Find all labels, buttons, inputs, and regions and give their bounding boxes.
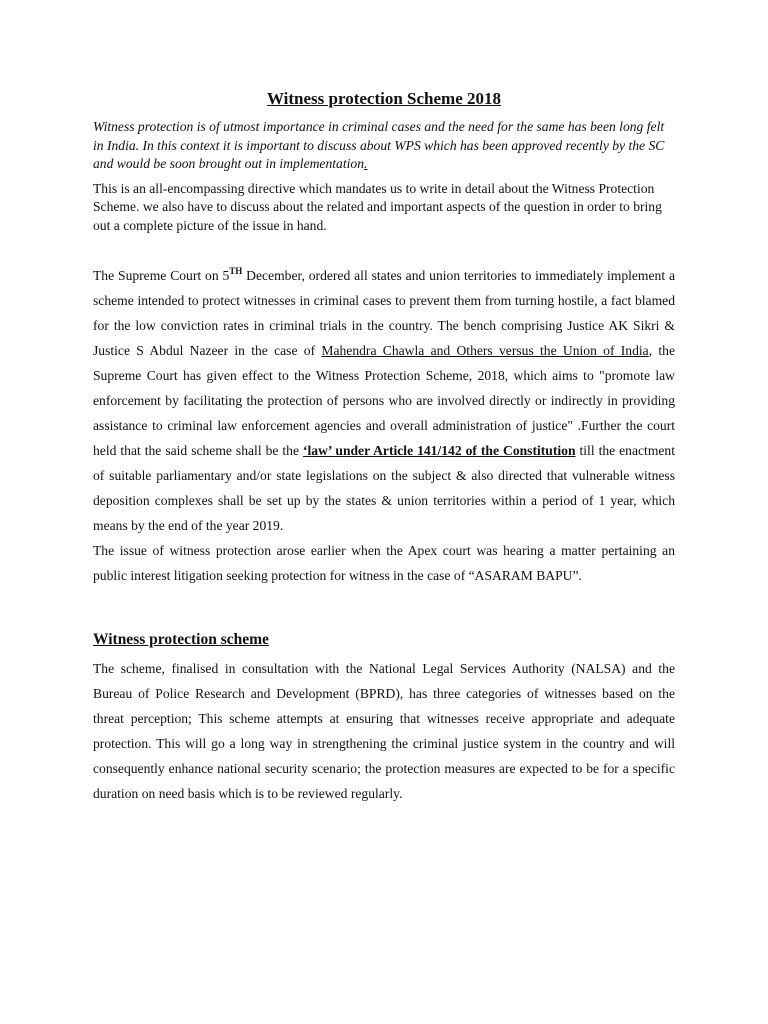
document-title: Witness protection Scheme 2018 xyxy=(266,89,502,108)
directive-paragraph: This is an all-encompassing directive which mandates us to write in detail about the Witness Protection Scheme. we also have to discuss about the related and important aspects of the question in order to bring out a complete picture of the issue in hand. xyxy=(93,180,662,233)
issue-paragraph: The issue of witness protection arose earlier when the Apex court was hearing a matter pertaining an public interest litigation seeking protection for witness in the case of “ASARAM BAPU”. xyxy=(93,543,675,583)
sc-text-3: , the Supreme Court has given effect to the Witness Protection Scheme, 2018, which aims to "promote law enforcement by facilitating the protection of persons who are involved directly or indirectly in providing assistance to criminal law enforcement agencies and overall administration of justice" .Further the court held that the said scheme shall be the xyxy=(93,343,675,458)
section-heading: Witness protection scheme xyxy=(93,631,269,648)
law-reference: ‘law’ under Article 141/142 of the Constitution xyxy=(302,443,576,458)
intro-paragraph xyxy=(93,118,675,174)
sc-text-4: till the enactment of suitable parliamentary and/or state legislations on the subject & also directed that vulnerable witness deposition complexes shall be set up by the states & union territories within a period of 1 year, which means by the end of the year 2019. xyxy=(93,443,676,533)
scheme-paragraph: The scheme, finalised in consultation with the National Legal Services Authority (NALSA) and the Bureau of Police Research and Development (BPRD), has three categories of witnesses based on the threat perception; This scheme attempts at ensuring that witnesses receive appropriate and adequate protection. This will go a long way in strengthening the criminal justice system in the country and will consequently enhance national security scenario; the protection measures are expected to be for a specific duration on need basis which is to be reviewed regularly. xyxy=(93,661,675,801)
section-gap xyxy=(93,588,675,628)
intro-text: Witness protection is of utmost importance in criminal cases and the need for the same has been long felt in India. In this context it is important to discuss about WPS which has been approved recently by the SC and would be soon brought out in implementation xyxy=(93,119,665,171)
sc-superscript: TH xyxy=(229,266,243,276)
sc-text-2: December, ordered all states and union territories to immediately implement a scheme intended to protect witnesses in criminal cases to prevent them from turning hostile, a fact blamed for the low conviction rates in criminal trials in the country. The bench comprising Justice AK Sikri & Justice S Abdul Nazeer in the case of xyxy=(93,268,676,358)
document-page xyxy=(93,88,675,806)
supreme-court-paragraph xyxy=(93,263,675,538)
sc-text-1: The Supreme Court on 5 xyxy=(93,268,230,283)
case-name: Mahendra Chawla and Others versus the Union of India xyxy=(321,343,649,358)
paragraph-gap xyxy=(93,235,675,263)
intro-end-mark: . xyxy=(364,156,368,171)
